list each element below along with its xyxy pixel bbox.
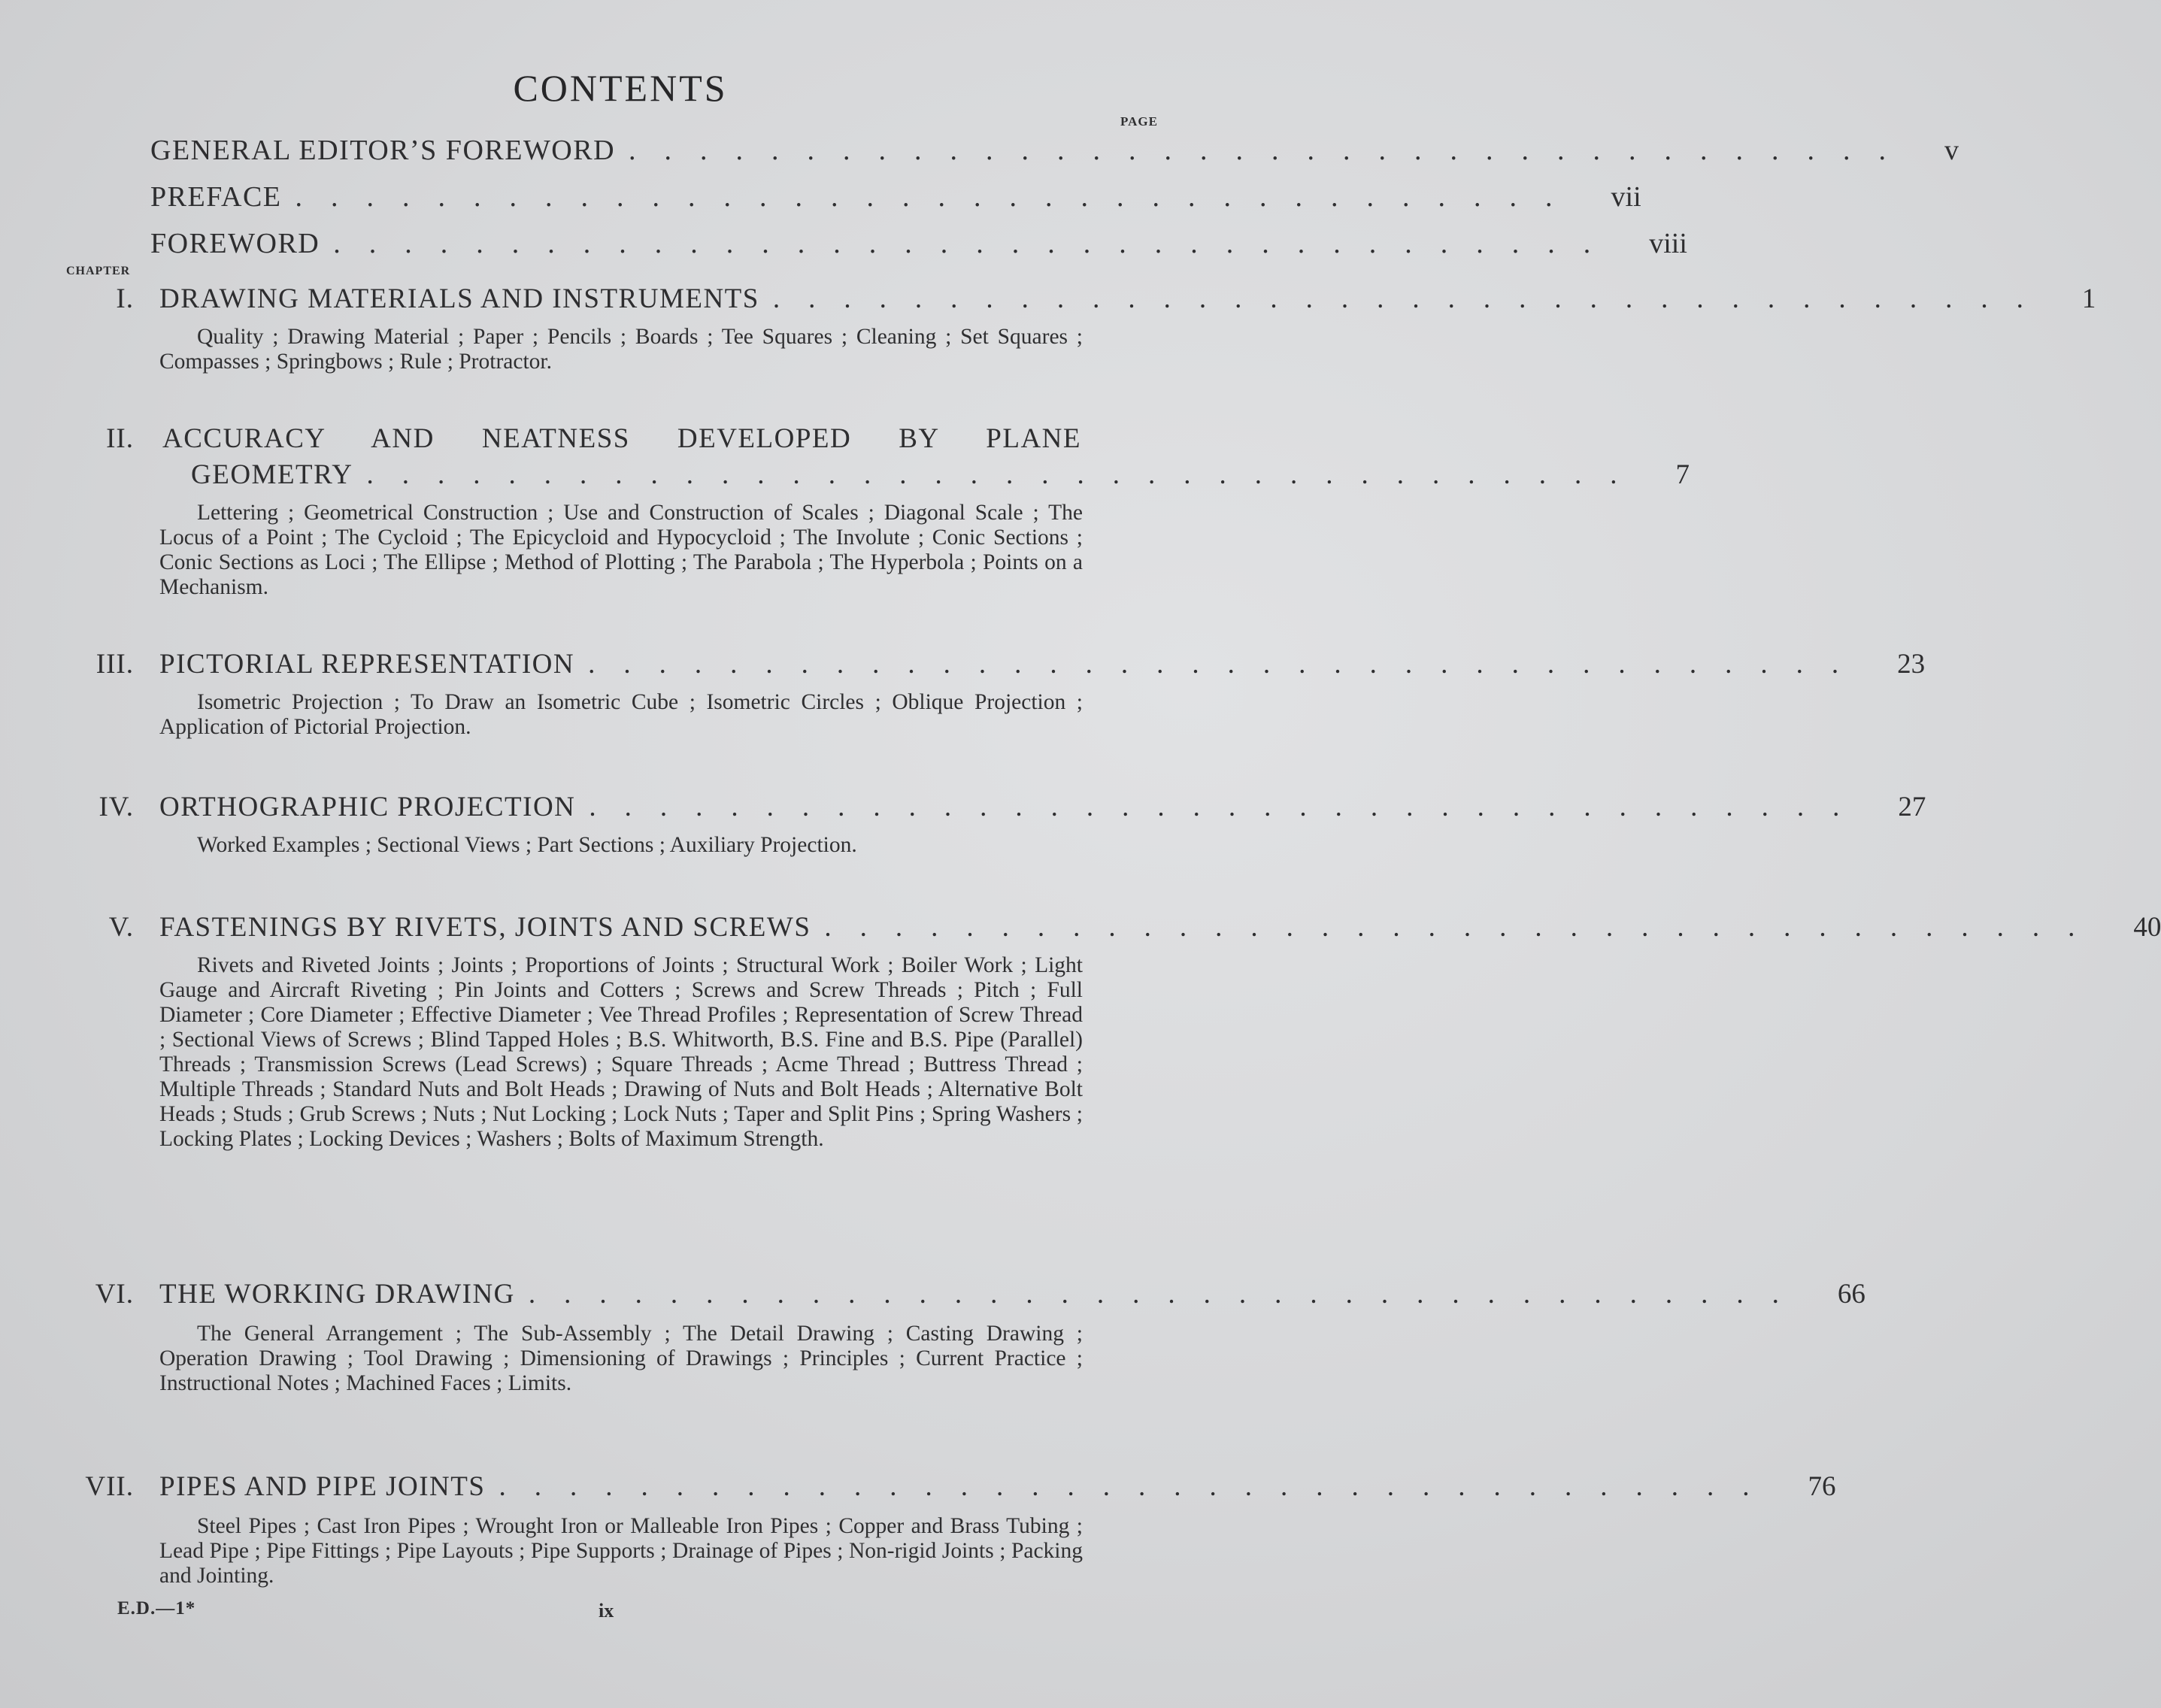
chapter-number: IV. bbox=[99, 792, 134, 822]
chapter-heading bbox=[159, 1278, 1865, 1310]
chapter-topics: The General Arrangement ; The Sub-Assembly ; The Detail Drawing ; Casting Drawing ; Operation Drawing ; Tool Drawing ; Dimensioning of Drawings ; Principles ; Current Practice ; Instructional Notes ; Machined Faces ; Limits. bbox=[159, 1322, 1083, 1395]
leader-dots: .................................... bbox=[589, 792, 1869, 822]
chapter-topics: Steel Pipes ; Cast Iron Pipes ; Wrought Iron or Malleable Iron Pipes ; Copper and Brass Tubing ; Lead Pipe ; Pipe Fittings ; Pipe Layouts ; Pipe Supports ; Drainage of Pipes ; Non-rigid Joints ; Packing and Jointing. bbox=[159, 1514, 1083, 1588]
chapter-page: 1 bbox=[2081, 283, 2096, 314]
entry-page: viii bbox=[1649, 228, 1687, 259]
chapter-heading bbox=[159, 911, 2161, 943]
chapter-number: V. bbox=[108, 912, 134, 943]
chapter-page: 40 bbox=[2133, 912, 2161, 943]
chapter-number: VII. bbox=[85, 1471, 134, 1502]
chapter-title-line-1: ACCURACY AND NEATNESS DEVELOPED BY PLANE bbox=[162, 423, 1081, 454]
leader-dots: .................................... bbox=[528, 1279, 1808, 1310]
leader-dots: .................................... bbox=[366, 459, 1646, 490]
toc-entry-foreword bbox=[150, 227, 1687, 260]
chapter-page: 76 bbox=[1808, 1471, 1836, 1502]
chapter-page: 23 bbox=[1897, 649, 1926, 680]
chapter-topics: Worked Examples ; Sectional Views ; Part Sections ; Auxiliary Projection. bbox=[197, 833, 857, 857]
chapter-page: 66 bbox=[1837, 1279, 1865, 1310]
entry-title: PREFACE bbox=[150, 181, 282, 213]
chapter-heading bbox=[159, 791, 1926, 823]
chapter-number: VI. bbox=[95, 1279, 134, 1310]
signature-mark: E.D.—1* bbox=[117, 1598, 196, 1619]
toc-entry-general-editors-foreword bbox=[150, 134, 1959, 167]
chapter-heading-line-2 bbox=[191, 459, 1690, 491]
chapter-heading bbox=[159, 283, 2096, 315]
chapter-number: III. bbox=[95, 649, 134, 680]
chapter-page: 27 bbox=[1898, 792, 1926, 822]
leader-dots: .................................... bbox=[629, 135, 1915, 166]
chapter-title: FASTENINGS BY RIVETS, JOINTS AND SCREWS bbox=[159, 912, 811, 943]
leader-dots: .................................... bbox=[588, 649, 1868, 680]
chapter-page: 7 bbox=[1675, 459, 1690, 490]
page-title: CONTENTS bbox=[513, 67, 728, 109]
leader-dots: .................................... bbox=[499, 1471, 1778, 1502]
chapter-topics: Rivets and Riveted Joints ; Joints ; Proportions of Joints ; Structural Work ; Boiler Work ; Light Gauge and Aircraft Riveting ; Pin Joints and Cotters ; Screws and Screw Threads ; Pitch ; Full Diameter ; Core Diameter ; Effective Diameter ; Vee Thread Profiles ; Representation of Screw Thread ; Sectional Views of Screws ; Blind Tapped Holes ; B.S. Whitworth, B.S. Fine and B.S. Pipe (Parallel) Threads ; Transmission Screws (Lead Screws) ; Square Threads ; Acme Thread ; Buttress Thread ; Multiple Threads ; Standard Nuts and Bolt Heads ; Drawing of Nuts and Bolt Heads ; Alternative Bolt Heads ; Studs ; Grub Screws ; Nuts ; Nut Locking ; Lock Nuts ; Taper and Split Pins ; Spring Washers ; Locking Plates ; Locking Devices ; Washers ; Bolts of Maximum Strength. bbox=[159, 953, 1083, 1151]
leader-dots: .................................... bbox=[824, 912, 2104, 943]
entry-title: GENERAL EDITOR’S FOREWORD bbox=[150, 135, 616, 166]
entry-title: FOREWORD bbox=[150, 228, 320, 259]
chapter-topics: Lettering ; Geometrical Construction ; Use and Construction of Scales ; Diagonal Scale ; The Locus of a Point ; The Cycloid ; The Epicycloid and Hypocycloid ; The Involute ; Conic Sections ; Conic Sections as Loci ; The Ellipse ; Method of Plotting ; The Parabola ; The Hyperbola ; Points on a Mechanism. bbox=[159, 501, 1083, 599]
leader-dots: .................................... bbox=[333, 228, 1620, 259]
chapter-number: II. bbox=[106, 423, 134, 454]
chapter-title-line-2: GEOMETRY bbox=[191, 459, 353, 490]
page-number: ix bbox=[599, 1600, 614, 1622]
chapter-title: DRAWING MATERIALS AND INSTRUMENTS bbox=[159, 283, 759, 314]
chapter-title: ORTHOGRAPHIC PROJECTION bbox=[159, 792, 576, 822]
chapter-heading bbox=[159, 648, 1926, 680]
leader-dots: .................................... bbox=[295, 181, 1581, 213]
toc-entry-preface bbox=[150, 180, 1641, 214]
chapter-title: THE WORKING DRAWING bbox=[159, 1279, 515, 1310]
page-column-label: PAGE bbox=[1120, 114, 1158, 129]
chapter-column-label: CHAPTER bbox=[66, 265, 131, 277]
chapter-topics: Quality ; Drawing Material ; Paper ; Pencils ; Boards ; Tee Squares ; Cleaning ; Set Squares ; Compasses ; Springbows ; Rule ; Protractor. bbox=[159, 325, 1083, 374]
chapter-heading bbox=[159, 1470, 1836, 1503]
chapter-title: PICTORIAL REPRESENTATION bbox=[159, 649, 575, 680]
chapter-topics: Isometric Projection ; To Draw an Isometric Cube ; Isometric Circles ; Oblique Projection ; Application of Pictorial Projection. bbox=[159, 690, 1083, 739]
leader-dots: .................................... bbox=[772, 283, 2052, 314]
chapter-number: I. bbox=[116, 283, 134, 314]
chapter-title: PIPES AND PIPE JOINTS bbox=[159, 1471, 486, 1502]
entry-page: v bbox=[1944, 135, 1959, 166]
entry-page: vii bbox=[1611, 181, 1641, 213]
